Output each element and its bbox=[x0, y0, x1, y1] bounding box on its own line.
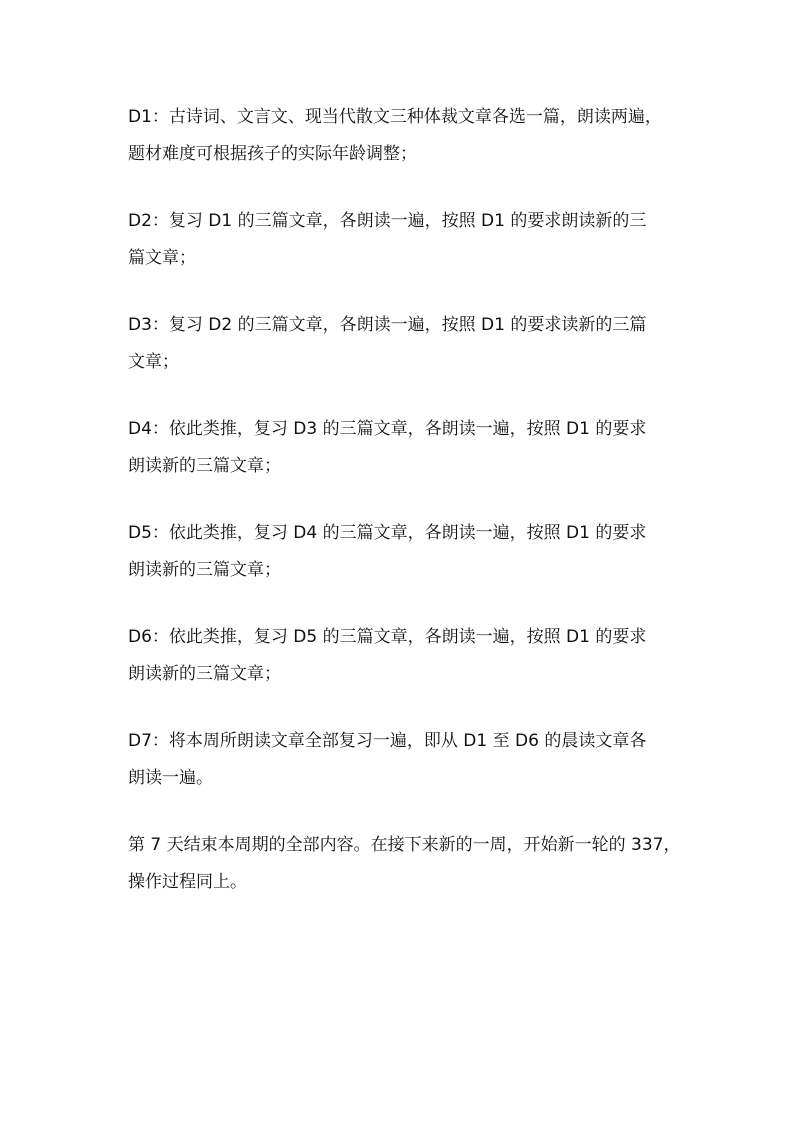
paragraph-d4 bbox=[128, 411, 673, 485]
paragraph-d2 bbox=[128, 203, 673, 277]
paragraph-line: 文章； bbox=[128, 352, 179, 372]
paragraph-line: 朗读新的三篇文章； bbox=[128, 560, 281, 580]
paragraph-d5 bbox=[128, 515, 673, 589]
paragraph-line: 操作过程同上。 bbox=[128, 872, 247, 892]
paragraph-line: 题材难度可根据孩子的实际年龄调整； bbox=[128, 144, 417, 164]
paragraph-d7 bbox=[128, 723, 673, 797]
paragraph-line: 第 7 天结束本周期的全部内容。在接下来新的一周，开始新一轮的 337， bbox=[128, 835, 681, 855]
paragraph-line: D2：复习 D1 的三篇文章，各朗读一遍，按照 D1 的要求朗读新的三 bbox=[128, 211, 647, 231]
paragraph-line: 篇文章； bbox=[128, 248, 196, 268]
paragraph-line: D5：依此类推，复习 D4 的三篇文章，各朗读一遍，按照 D1 的要求 bbox=[128, 523, 647, 543]
paragraph-line: D6：依此类推，复习 D5 的三篇文章，各朗读一遍，按照 D1 的要求 bbox=[128, 627, 647, 647]
document-body bbox=[128, 99, 681, 931]
paragraph-line: D3：复习 D2 的三篇文章，各朗读一遍，按照 D1 的要求读新的三篇 bbox=[128, 315, 647, 335]
paragraph-line: 朗读新的三篇文章； bbox=[128, 664, 281, 684]
paragraph-line: 朗读新的三篇文章； bbox=[128, 456, 281, 476]
paragraph-line: D1：古诗词、文言文、现当代散文三种体裁文章各选一篇，朗读两遍， bbox=[128, 107, 662, 127]
paragraph-line: 朗读一遍。 bbox=[128, 768, 213, 788]
paragraph-d6 bbox=[128, 619, 673, 693]
paragraph-d3 bbox=[128, 307, 673, 381]
paragraph-line: D4：依此类推，复习 D3 的三篇文章，各朗读一遍，按照 D1 的要求 bbox=[128, 419, 647, 439]
paragraph-summary bbox=[128, 827, 681, 901]
paragraph-d1 bbox=[128, 99, 673, 173]
paragraph-line: D7：将本周所朗读文章全部复习一遍，即从 D1 至 D6 的晨读文章各 bbox=[128, 731, 647, 751]
